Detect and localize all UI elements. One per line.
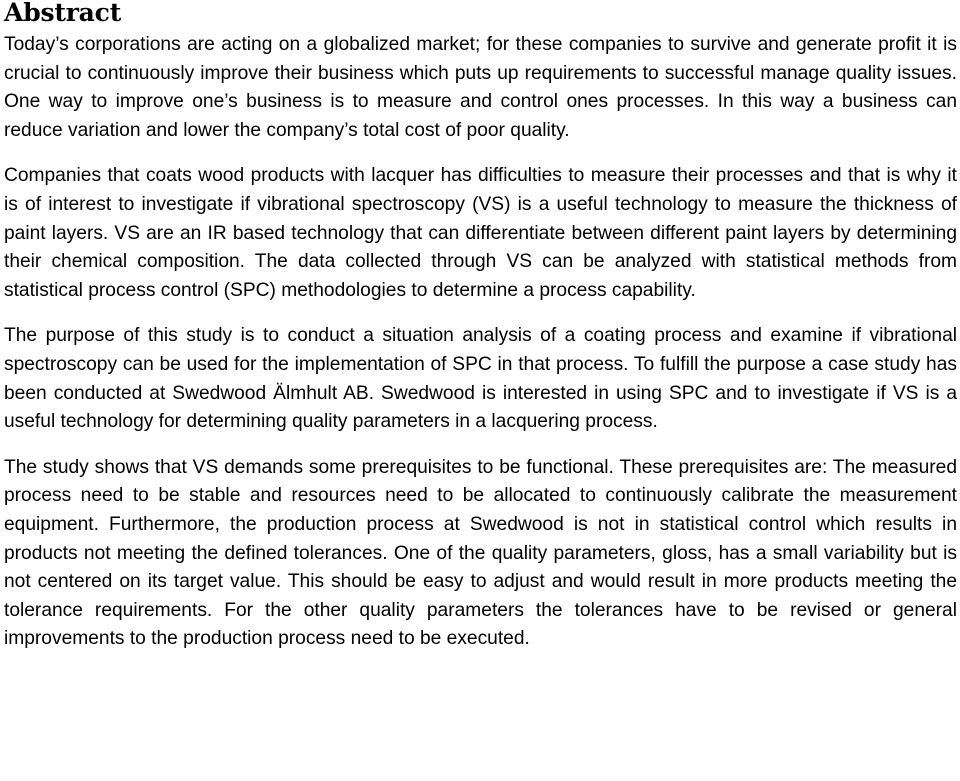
abstract-heading: Abstract [4, 0, 122, 27]
abstract-paragraph-4: The study shows that VS demands some prerequisites to be functional. These prerequisites are: The measured process need to be stable and resources need to be allocated to continuously calibrate the measurement equipment. Furthermore, the production process at Swedwood is not in statistical control which results in products not meeting the defined tolerances. One of the quality parameters, gloss, has a small variability but is not centered on its target value. This should be easy to adjust and would result in more products meeting the tolerance requirements. For the other quality parameters the tolerances have to be revised or general improvements to the production process need to be executed. [4, 456, 957, 650]
abstract-paragraph-2: Companies that coats wood products with lacquer has difficulties to measure their processes and that is why it is of interest to investigate if vibrational spectroscopy (VS) is a useful technology to measure the thickness of paint layers. VS are an IR based technology that can differentiate between different paint layers by determining their chemical composition. The data collected through VS can be analyzed with statistical methods from statistical process control (SPC) methodologies to determine a process capability. [4, 165, 957, 301]
document-page [4, 0, 957, 654]
abstract-paragraph-3: The purpose of this study is to conduct a situation analysis of a coating process and examine if vibrational spectroscopy can be used for the implementation of SPC in that process. To fulfill the purpose a case study has been conducted at Swedwood Älmhult AB. Swedwood is interested in using SPC and to investigate if VS is a useful technology for determining quality parameters in a lacquering process. [4, 325, 957, 433]
abstract-paragraph-1: Today’s corporations are acting on a globalized market; for these companies to survive and generate profit it is crucial to continuously improve their business which puts up requirements to successful manage quality issues. One way to improve one’s business is to measure and control ones processes. In this way a business can reduce variation and lower the company’s total cost of poor quality. [4, 34, 957, 141]
